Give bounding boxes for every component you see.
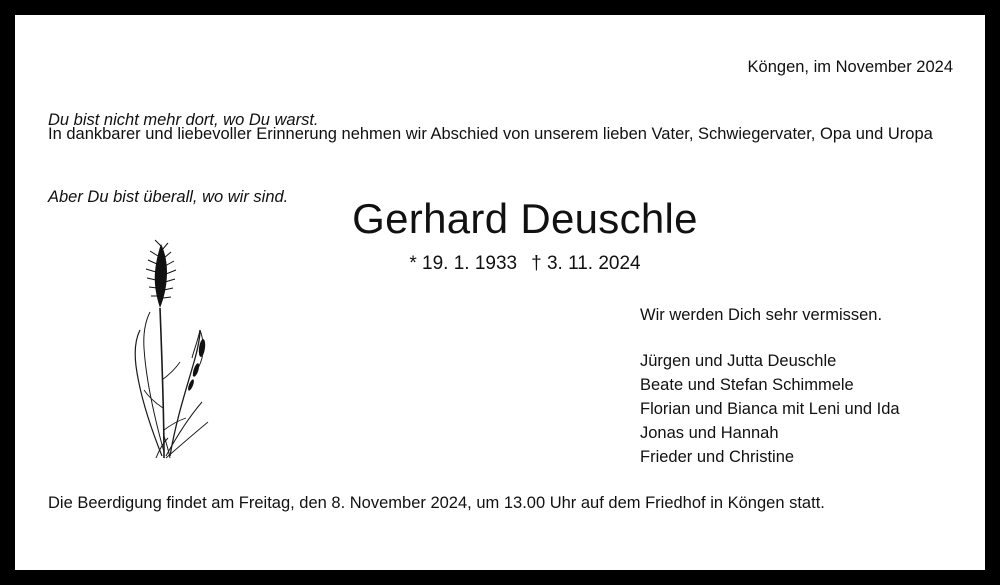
- obituary-content: [15, 15, 985, 570]
- quote-line-2: Aber Du bist überall, wo wir sind.: [48, 187, 289, 206]
- quote-line-1: Du bist nicht mehr dort, wo Du warst.: [48, 111, 319, 130]
- family-list: [640, 350, 900, 470]
- place-and-date: Köngen, im November 2024: [747, 58, 953, 76]
- family-member: Beate und Stefan Schimmele: [640, 375, 854, 394]
- family-member: Jürgen und Jutta Deuschle: [640, 352, 837, 370]
- introduction-text: In dankbarer und liebevoller Erinnerung nehmen wir Abschied von unserem lieben Vater, Schwiegervater, Opa und Uropa: [48, 125, 933, 143]
- family-member: Florian und Bianca mit Leni und Ida: [640, 399, 900, 418]
- grass-flower-illustration-icon: [120, 230, 230, 460]
- deceased-name: Gerhard Deuschle: [352, 195, 698, 242]
- mourning-line: Wir werden Dich sehr vermissen.: [640, 306, 883, 324]
- funeral-details: Die Beerdigung findet am Freitag, den 8. November 2024, um 13.00 Uhr auf dem Friedhof in Köngen statt.: [48, 494, 825, 512]
- family-member: Jonas und Hannah: [640, 423, 779, 442]
- family-member: Frieder und Christine: [640, 447, 795, 466]
- birth-date: * 19. 1. 1933: [409, 253, 518, 274]
- death-date: † 3. 11. 2024: [531, 253, 641, 274]
- obituary-card: [15, 15, 985, 570]
